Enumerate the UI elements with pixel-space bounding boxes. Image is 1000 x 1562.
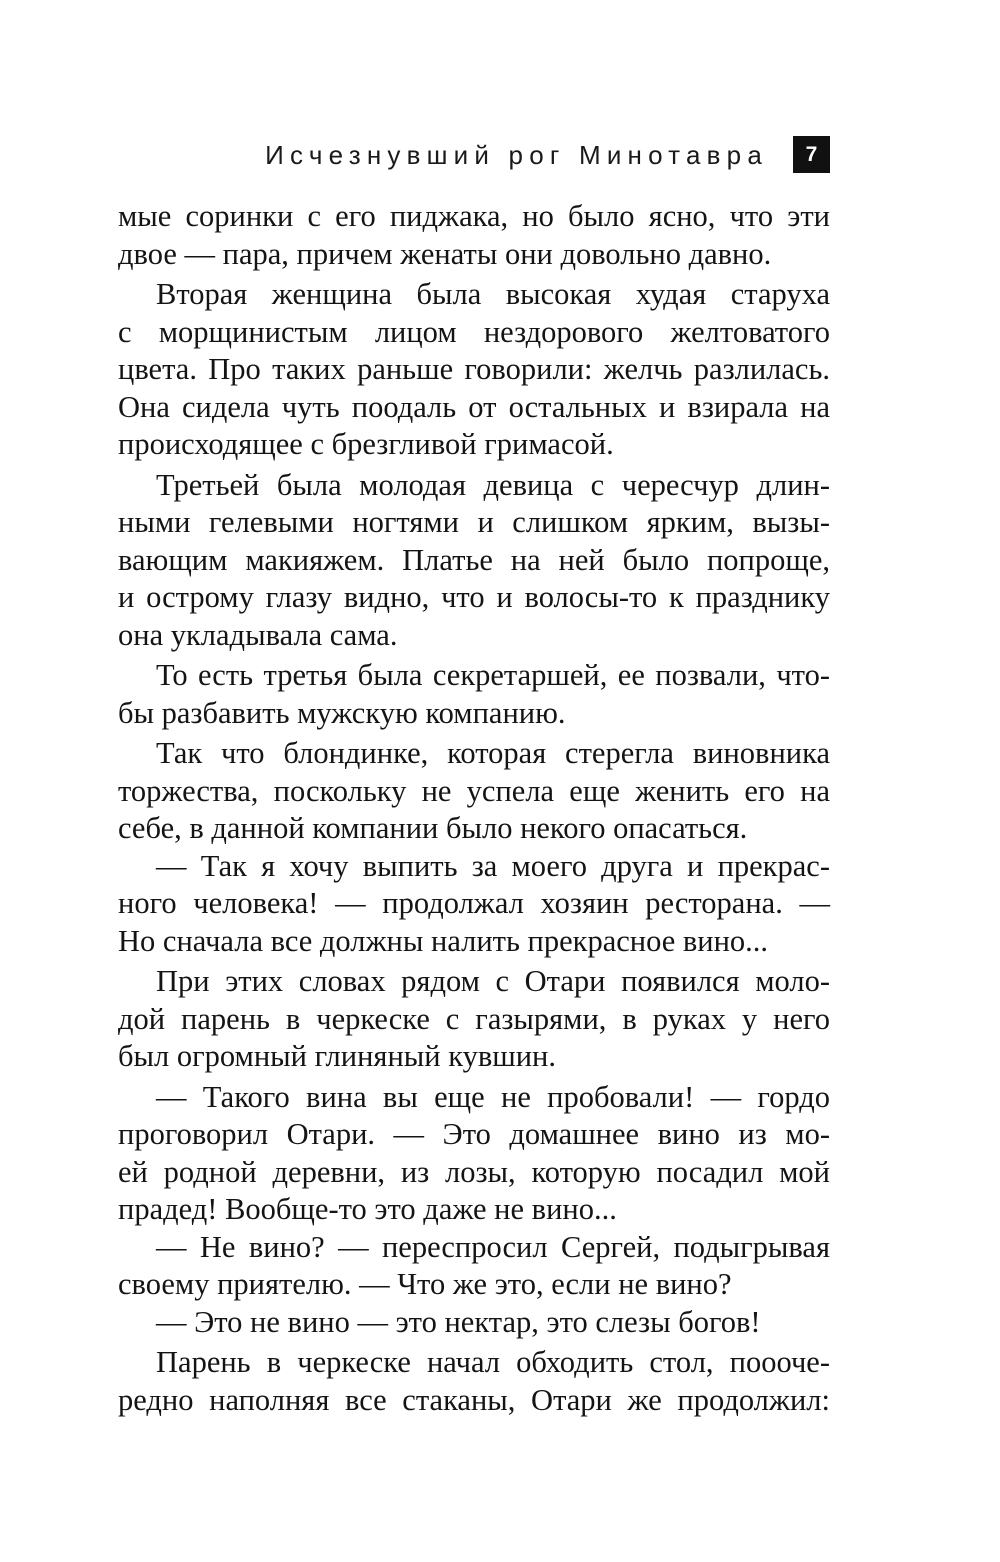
text-line: своему приятелю. — Что же это, если не вино?: [118, 1267, 732, 1301]
running-title: Исчезнувший рог Минотавра: [265, 140, 768, 170]
text-line: двое — пара, причем женаты они довольно давно.: [118, 236, 772, 271]
text-line: Вторая женщина была высокая худая старуха: [156, 277, 830, 311]
text-line: — Такого вина вы еще не пробовали! — гордо: [156, 1079, 830, 1114]
text-line: — Это не вино — это нектар, это слезы богов!: [156, 1304, 761, 1339]
text-line: она укладывала сама.: [118, 617, 398, 652]
text-line: и острому глазу видно, что и волосы-то к празднику: [118, 580, 830, 614]
text-line: дой парень в черкеске с газырями, в руках у него: [118, 1001, 830, 1036]
text-line: То есть третья была секретаршей, ее позвали, что-: [156, 658, 830, 692]
text-line: был огромный глиняный кувшин.: [118, 1039, 557, 1073]
text-line: Но сначала все должны налить прекрасное вино...: [118, 923, 769, 958]
text-line: — Не вино? — переспросил Сергей, подыгрывая: [156, 1229, 830, 1264]
running-header: [118, 136, 830, 176]
text-line: Она сидела чуть поодаль от остальных и взирала на: [118, 389, 830, 424]
text-line: редно наполняя все стаканы, Отари же продолжил:: [118, 1382, 830, 1417]
body-text: [118, 198, 830, 1419]
text-line: цвета. Про таких раньше говорили: желчь разлилась.: [118, 352, 830, 386]
text-line: ей родной деревни, из лозы, которую посадил мой: [118, 1154, 830, 1189]
text-line: происходящее с брезгливой гримасой.: [118, 427, 614, 461]
text-line: Третьей была молодая девица с чересчур длин-: [156, 467, 830, 502]
text-line: с морщинистым лицом нездорового желтоватого: [118, 314, 830, 349]
text-line: себе, в данной компании было некого опасаться.: [118, 811, 748, 845]
text-line: проговорил Отари. — Это домашнее вино из мо-: [118, 1117, 830, 1151]
text-line: Парень в черкеске начал обходить стол, поооче-: [156, 1345, 830, 1379]
page-number-badge: 7: [793, 136, 830, 173]
text-line: Так что блондинке, которая стерегла виновника: [156, 736, 830, 770]
text-line: торжества, поскольку не успела еще женить его на: [118, 773, 830, 808]
text-line: бы разбавить мужскую компанию.: [118, 695, 566, 730]
text-line: вающим макияжем. Платье на ней было попроще,: [118, 542, 830, 577]
text-line: ного человека! — продолжал хозяин ресторана. —: [118, 886, 830, 920]
text-line: ными гелевыми ногтями и слишком ярким, вызы-: [118, 505, 830, 539]
text-line: прадед! Вообще-то это даже не вино...: [118, 1192, 617, 1226]
text-line: При этих словах рядом с Отари появился моло-: [156, 964, 830, 998]
text-line: — Так я хочу выпить за моего друга и прекрас-: [156, 848, 830, 883]
text-line: мые соринки с его пиджака, но было ясно, что эти: [118, 199, 830, 233]
